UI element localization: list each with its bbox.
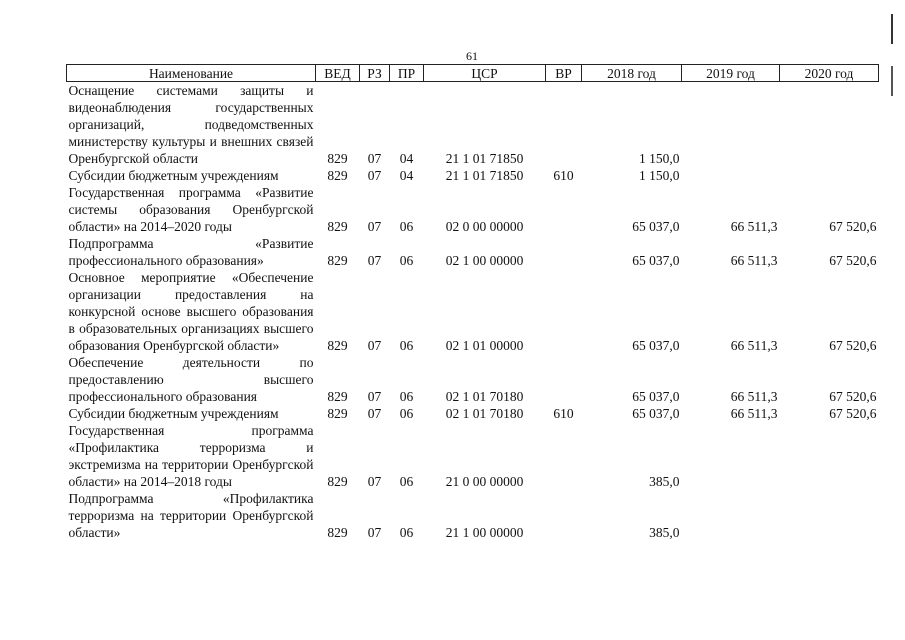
table-row bbox=[67, 405, 879, 422]
cell-pr: 06 bbox=[399, 219, 414, 234]
budget-table bbox=[66, 64, 879, 541]
cell-y2019: 66 511,3 bbox=[730, 338, 778, 353]
cell-rz: 07 bbox=[367, 168, 382, 183]
cell-rz: 07 bbox=[367, 406, 382, 421]
cell-vr bbox=[546, 184, 582, 235]
cell-y2018: 385,0 bbox=[649, 474, 680, 489]
cell-ved: 829 bbox=[327, 525, 348, 540]
table-row bbox=[67, 354, 879, 405]
cell-pr: 06 bbox=[399, 406, 414, 421]
table-row bbox=[67, 422, 879, 490]
column-header-pr: ПР bbox=[390, 65, 424, 82]
cell-y2020: 67 520,6 bbox=[829, 338, 877, 353]
cell-name: Субсидии бюджетным учреждениям bbox=[68, 406, 279, 421]
cell-y2019 bbox=[682, 167, 780, 184]
cell-ved: 829 bbox=[327, 474, 348, 489]
cell-y2020: 67 520,6 bbox=[829, 389, 877, 404]
cell-y2018: 385,0 bbox=[649, 525, 680, 540]
cell-name: Оснащение системами защиты и видеонаблюдения государственных организаций, подведомственных министерству культуры и внешних связей Оренбургской области bbox=[68, 83, 314, 166]
cell-y2019: 66 511,3 bbox=[730, 253, 778, 268]
cell-vr bbox=[546, 490, 582, 541]
cell-csr: 02 1 01 70180 bbox=[445, 406, 524, 421]
cell-ved: 829 bbox=[327, 219, 348, 234]
page-number: 61 bbox=[466, 49, 478, 63]
cell-csr: 02 1 01 70180 bbox=[445, 389, 524, 404]
cell-name: Подпрограмма «Профилактика терроризма на территории Оренбургской области» bbox=[68, 491, 314, 540]
cell-y2019 bbox=[682, 422, 780, 490]
cell-ved: 829 bbox=[327, 168, 348, 183]
cell-rz: 07 bbox=[367, 151, 382, 166]
cell-y2018: 65 037,0 bbox=[632, 253, 680, 268]
cell-rz: 07 bbox=[367, 474, 382, 489]
cell-vr bbox=[546, 235, 582, 269]
cell-y2018: 65 037,0 bbox=[632, 406, 680, 421]
scan-edge-mark bbox=[891, 66, 893, 96]
cell-vr bbox=[546, 422, 582, 490]
cell-y2019 bbox=[682, 490, 780, 541]
cell-pr: 06 bbox=[399, 338, 414, 353]
cell-pr: 06 bbox=[399, 525, 414, 540]
cell-rz: 07 bbox=[367, 219, 382, 234]
cell-ved: 829 bbox=[327, 338, 348, 353]
table-row bbox=[67, 82, 879, 168]
cell-ved: 829 bbox=[327, 253, 348, 268]
table-header-row bbox=[67, 65, 879, 82]
cell-y2019: 66 511,3 bbox=[730, 219, 778, 234]
column-header-csr: ЦСР bbox=[424, 65, 546, 82]
table-row bbox=[67, 235, 879, 269]
cell-y2020: 67 520,6 bbox=[829, 219, 877, 234]
cell-y2018: 1 150,0 bbox=[639, 151, 680, 166]
cell-y2019: 66 511,3 bbox=[730, 406, 778, 421]
cell-pr: 06 bbox=[399, 253, 414, 268]
cell-y2020 bbox=[780, 82, 879, 168]
scan-edge-mark bbox=[891, 14, 893, 44]
cell-y2020 bbox=[780, 167, 879, 184]
cell-csr: 02 1 00 00000 bbox=[445, 253, 524, 268]
cell-rz: 07 bbox=[367, 525, 382, 540]
cell-vr bbox=[546, 354, 582, 405]
cell-y2020: 67 520,6 bbox=[829, 253, 877, 268]
cell-vr bbox=[546, 269, 582, 354]
cell-rz: 07 bbox=[367, 253, 382, 268]
cell-name: Обеспечение деятельности по предоставлению высшего профессионального образования bbox=[68, 355, 314, 404]
cell-pr: 04 bbox=[399, 168, 414, 183]
cell-csr: 21 1 01 71850 bbox=[445, 168, 524, 183]
cell-csr: 21 0 00 00000 bbox=[445, 474, 524, 489]
cell-y2020: 67 520,6 bbox=[829, 406, 877, 421]
cell-ved: 829 bbox=[327, 406, 348, 421]
cell-name: Основное мероприятие «Обеспечение организации предоставления на конкурсной основе высшего образования в образовательных организациях высшего образования Оренбургской области» bbox=[68, 270, 314, 353]
cell-vr bbox=[546, 82, 582, 168]
cell-ved: 829 bbox=[327, 151, 348, 166]
table-row bbox=[67, 167, 879, 184]
cell-pr: 06 bbox=[399, 474, 414, 489]
cell-name: Государственная программа «Развитие системы образования Оренбургской области» на 2014–2020 годы bbox=[68, 185, 314, 234]
cell-csr: 02 1 01 00000 bbox=[445, 338, 524, 353]
column-header-2018: 2018 год bbox=[582, 65, 682, 82]
cell-y2020 bbox=[780, 422, 879, 490]
cell-name: Субсидии бюджетным учреждениям bbox=[68, 168, 279, 183]
column-header-name: Наименование bbox=[67, 65, 316, 82]
column-header-rz: РЗ bbox=[360, 65, 390, 82]
table-row bbox=[67, 269, 879, 354]
cell-csr: 21 1 00 00000 bbox=[445, 525, 524, 540]
cell-pr: 06 bbox=[399, 389, 414, 404]
cell-csr: 02 0 00 00000 bbox=[445, 219, 524, 234]
table-row bbox=[67, 184, 879, 235]
cell-csr: 21 1 01 71850 bbox=[445, 151, 524, 166]
cell-rz: 07 bbox=[367, 389, 382, 404]
cell-name: Подпрограмма «Развитие профессионального образования» bbox=[68, 236, 314, 268]
cell-y2020 bbox=[780, 490, 879, 541]
table-row bbox=[67, 490, 879, 541]
column-header-ved: ВЕД bbox=[316, 65, 360, 82]
cell-y2018: 1 150,0 bbox=[639, 168, 680, 183]
cell-y2018: 65 037,0 bbox=[632, 219, 680, 234]
cell-vr: 610 bbox=[553, 406, 574, 421]
cell-rz: 07 bbox=[367, 338, 382, 353]
cell-name: Государственная программа «Профилактика терроризма и экстремизма на территории Оренбургской области» на 2014–2018 годы bbox=[68, 423, 314, 489]
cell-y2018: 65 037,0 bbox=[632, 389, 680, 404]
cell-y2019 bbox=[682, 82, 780, 168]
column-header-vr: ВР bbox=[546, 65, 582, 82]
column-header-2020: 2020 год bbox=[780, 65, 879, 82]
column-header-2019: 2019 год bbox=[682, 65, 780, 82]
cell-pr: 04 bbox=[399, 151, 414, 166]
cell-vr: 610 bbox=[553, 168, 574, 183]
cell-y2018: 65 037,0 bbox=[632, 338, 680, 353]
cell-ved: 829 bbox=[327, 389, 348, 404]
cell-y2019: 66 511,3 bbox=[730, 389, 778, 404]
